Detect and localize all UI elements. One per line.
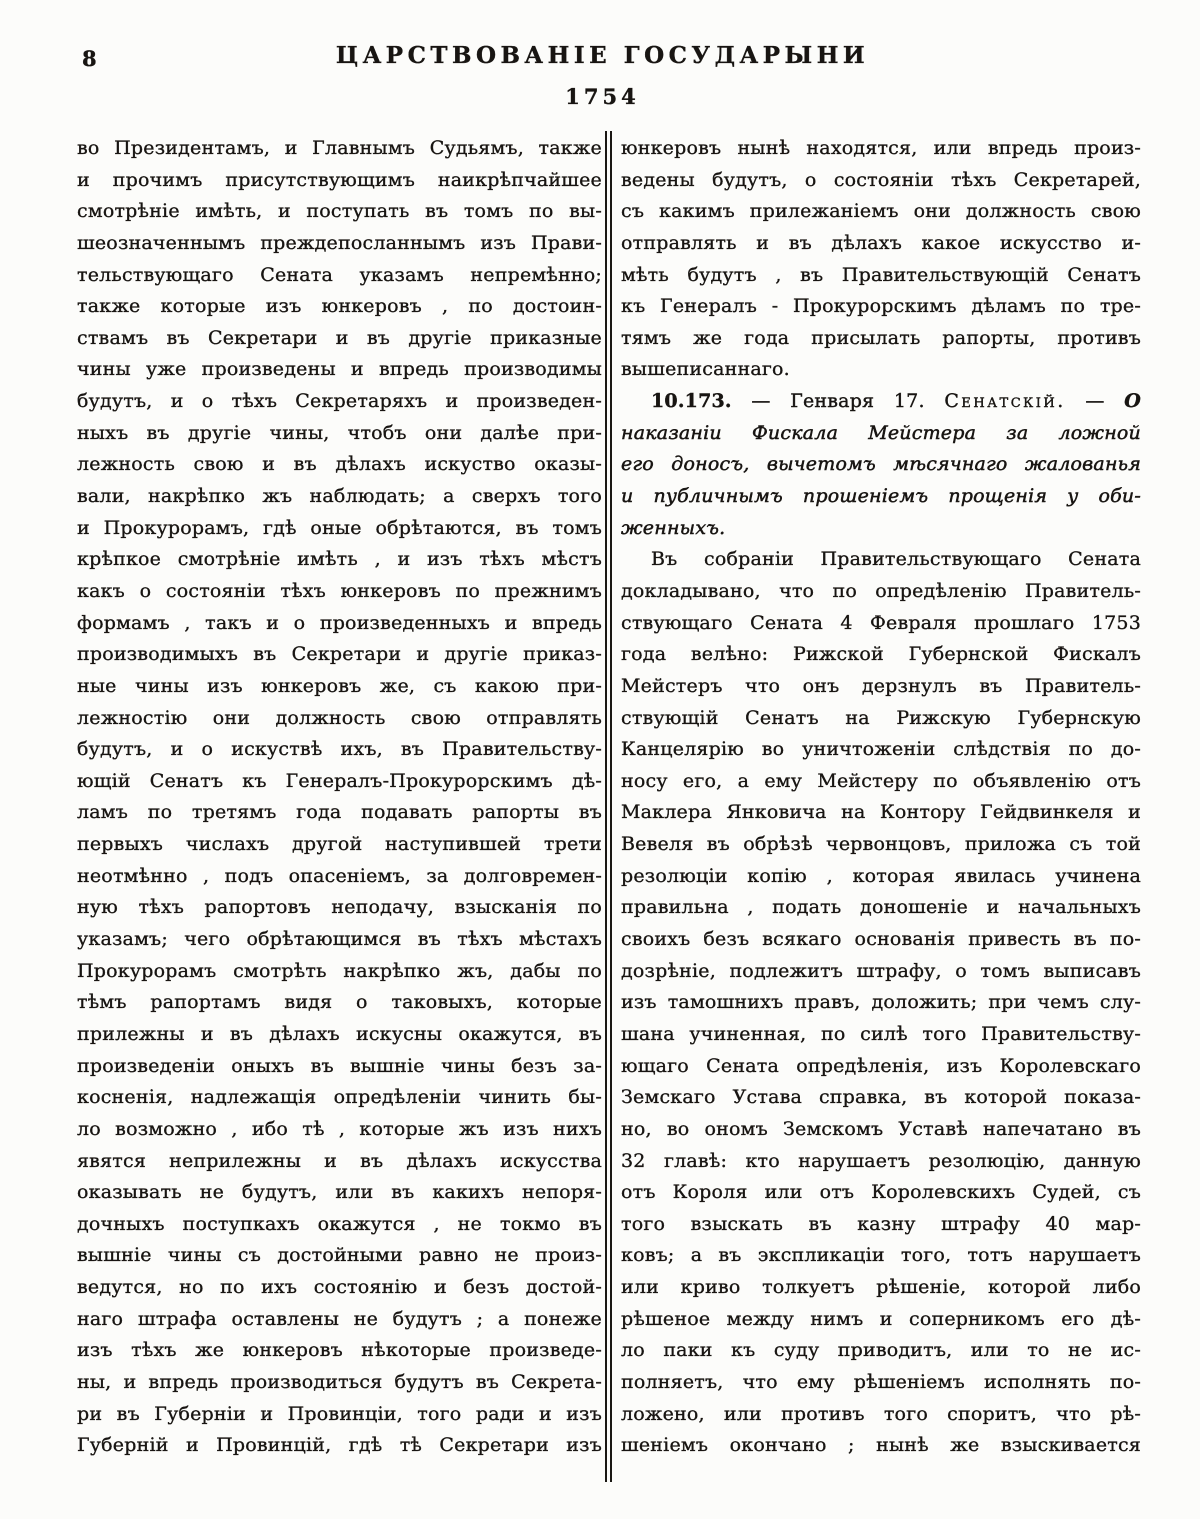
text-line: 32 главѣ: кто нарушаетъ резолюцію, данную bbox=[621, 1149, 1141, 1172]
text-line: Канцелярію во уничтоженіи слѣдствія по до- bbox=[621, 738, 1141, 761]
text-line: Вевеля въ обрѣзѣ червонцовъ, приложа съ той bbox=[621, 833, 1141, 856]
text-line: наказаніи Фискала Мейстера за ложной bbox=[621, 421, 1141, 444]
law-heading-lead: О bbox=[1124, 390, 1141, 413]
text-line: будутъ, и о тѣхъ Секретаряхъ и произведен- bbox=[77, 390, 602, 413]
text-line: ные чины изъ юнкеровъ же, съ какою при- bbox=[77, 674, 602, 697]
text-line: лежностію они должность свою отправлять bbox=[77, 706, 602, 729]
text-line: своихъ безъ всякаго основанія привесть въ по- bbox=[621, 928, 1141, 951]
text-line: правильна , подать доношеніе и начальныхъ bbox=[621, 896, 1141, 919]
text-line: производимыхъ въ Секретари и другіе приказ- bbox=[77, 643, 602, 666]
text-line: Губерній и Провинцій, гдѣ тѣ Секретари изъ bbox=[77, 1434, 602, 1457]
text-line: дочныхъ поступкахъ окажутся , не токмо въ bbox=[77, 1212, 602, 1235]
law-heading-date: Генваря 17. bbox=[790, 390, 925, 413]
text-line: рѣшеное между нимъ и соперникомъ его дѣ- bbox=[621, 1307, 1141, 1330]
text-line: тямъ же года присылать рапорты, противъ bbox=[621, 326, 1141, 349]
text-line: Мейстеръ что онъ дерзнулъ въ Правитель- bbox=[621, 674, 1141, 697]
text-line: вышніе чины съ достойными равно не произ- bbox=[77, 1244, 602, 1267]
text-line: оказывать не будутъ, или въ какихъ непоря- bbox=[77, 1181, 602, 1204]
law-heading-num: 10.173. bbox=[651, 390, 732, 413]
text-line: изъ тѣхъ же юнкеровъ нѣкоторые произведе- bbox=[77, 1339, 602, 1362]
text-line: чины уже произведены и впредь производимы bbox=[77, 358, 602, 381]
text-line: ло паки къ суду приводитъ, или то не ис- bbox=[621, 1339, 1141, 1362]
text-line: косненія, надлежащія опредѣленіи чинить бы- bbox=[77, 1086, 602, 1109]
text-line: первыхъ числахъ другой наступившей трети bbox=[77, 833, 602, 856]
text-line: шана учиненная, по силѣ того Правительству- bbox=[621, 1022, 1141, 1045]
text-line: женныхъ. bbox=[621, 516, 726, 539]
text-line: произведеніи оныхъ въ вышніе чины безъ за- bbox=[77, 1054, 602, 1077]
text-line: наго штрафа оставлены не будутъ ; а понеже bbox=[77, 1307, 602, 1330]
text-line: съ какимъ прилежаніемъ они должность свою bbox=[621, 200, 1141, 223]
text-line: формамъ , такъ и о произведенныхъ и впредь bbox=[77, 611, 602, 634]
text-line: ведены будутъ, о состояніи тѣхъ Секретарей, bbox=[621, 168, 1141, 191]
text-line: года велѣно: Рижской Губернской Фискалъ bbox=[621, 643, 1141, 666]
text-line: шеозначеннымъ преждепосланнымъ изъ Прави- bbox=[77, 231, 602, 254]
text-line bbox=[621, 386, 1141, 418]
text-line: докладывано, что по опредѣленію Правитель- bbox=[621, 579, 1141, 602]
text-line: какъ о состояніи тѣхъ юнкеровъ по прежнимъ bbox=[77, 579, 602, 602]
column-divider-rule bbox=[605, 131, 612, 1482]
text-line: будутъ, и о искуствѣ ихъ, въ Правительству- bbox=[77, 738, 602, 761]
text-line: изъ тамошнихъ правъ, доложить; при чемъ слу- bbox=[621, 991, 1141, 1014]
text-line: явятся неприлежны и въ дѣлахъ искусства bbox=[77, 1149, 602, 1172]
text-line: вышеписаннаго. bbox=[621, 358, 790, 381]
text-line: ковъ; а въ экспликаціи того, тотъ нарушаетъ bbox=[621, 1244, 1141, 1267]
running-title: ЦАРСТВОВАНІЕ ГОСУДАРЫНИ bbox=[335, 42, 870, 69]
text-line: прилежны и въ дѣлахъ искусны окажутся, въ bbox=[77, 1022, 602, 1045]
law-heading-type: Сенатскій. bbox=[944, 390, 1066, 413]
law-heading-dash: — bbox=[751, 390, 771, 413]
text-line: крѣпкое смотрѣніе имѣть , и изъ тѣхъ мѣстъ bbox=[77, 548, 602, 571]
text-line: смотрѣніе имѣть, и поступать въ томъ по вы- bbox=[77, 200, 602, 223]
text-line: ныхъ въ другіе чины, чтобъ они далѣе при- bbox=[77, 421, 602, 444]
law-heading-dash: — bbox=[1085, 390, 1105, 413]
text-line: ющій Сенатъ къ Генералъ-Прокурорскимъ дѣ- bbox=[77, 769, 602, 792]
text-line: ствамъ въ Секретари и въ другіе приказные bbox=[77, 326, 602, 349]
text-line: мѣть будутъ , въ Правительствующій Сенатъ bbox=[621, 263, 1141, 286]
text-line: Маклера Янковича на Контору Гейдвинкеля и bbox=[621, 801, 1141, 824]
text-line: ны, и впредь производиться будутъ въ Секрета- bbox=[77, 1370, 602, 1393]
text-line: отъ Короля или отъ Королевскихъ Судей, съ bbox=[621, 1181, 1141, 1204]
text-line: носу его, а ему Мейстеру по объявленію отъ bbox=[621, 769, 1141, 792]
text-line: отправлять и въ дѣлахъ какое искусство и- bbox=[621, 231, 1141, 254]
text-line: резолюціи копію , которая явилась учинена bbox=[621, 864, 1141, 887]
left-column bbox=[77, 133, 602, 1462]
text-line: шеніемъ окончано ; нынѣ же взыскивается bbox=[621, 1434, 1141, 1457]
text-line: дозрѣніе, подлежитъ штрафу, о томъ выписавъ bbox=[621, 959, 1141, 982]
text-line: ло возможно , ибо тѣ , которые жъ изъ нихъ bbox=[77, 1117, 602, 1140]
text-line: ствующій Сенатъ на Рижскую Губернскую bbox=[621, 706, 1141, 729]
text-line: юнкеровъ нынѣ находятся, или впредь произ- bbox=[621, 137, 1141, 159]
text-line: указамъ; чего обрѣтающимся въ тѣхъ мѣстахъ bbox=[77, 928, 602, 951]
text-line: лежность свою и въ дѣлахъ искуство оказы- bbox=[77, 453, 602, 476]
text-line: и Прокурорамъ, гдѣ оные обрѣтаются, въ томъ bbox=[77, 516, 602, 539]
text-line: Прокурорамъ смотрѣть накрѣпко жъ, дабы по bbox=[77, 959, 602, 982]
page-number: 8 bbox=[82, 46, 97, 71]
text-line: Въ собраніи Правительствующаго Сената bbox=[651, 548, 1141, 571]
text-line: но, во ономъ Земскомъ Уставѣ напечатано въ bbox=[621, 1117, 1141, 1140]
text-line: ведутся, но по ихъ состоянію и безъ достой- bbox=[77, 1276, 602, 1299]
text-line: во Президентамъ, и Главнымъ Судьямъ, также bbox=[77, 137, 602, 159]
right-column bbox=[621, 133, 1141, 1462]
text-line: ламъ по третямъ года подавать рапорты въ bbox=[77, 801, 602, 824]
text-line: и публичнымъ прошеніемъ прощенія у оби- bbox=[621, 485, 1141, 508]
text-line: или криво толкуетъ рѣшеніе, которой либо bbox=[621, 1276, 1141, 1299]
text-line: и прочимъ присутствующимъ наикрѣпчайшее bbox=[77, 168, 602, 191]
text-line: также которые изъ юнкеровъ , по достоин- bbox=[77, 295, 602, 318]
text-line: полняетъ, что ему рѣшеніемъ исполнять по- bbox=[621, 1370, 1141, 1393]
text-line: ющаго Сената опредѣленія, изъ Королевскаго bbox=[621, 1054, 1141, 1077]
text-line: ную тѣхъ рапортовъ неподачу, взысканія по bbox=[77, 896, 602, 919]
text-line: ложено, или противъ того споритъ, что рѣ- bbox=[621, 1402, 1141, 1425]
text-line: того взыскать въ казну штрафу 40 мар- bbox=[621, 1212, 1141, 1235]
text-line: Земскаго Устава справка, въ которой показа- bbox=[621, 1086, 1141, 1109]
text-line: тѣмъ рапортамъ видя о таковыхъ, которые bbox=[77, 991, 602, 1014]
text-line: тельствующаго Сената указамъ непремѣнно; bbox=[77, 263, 602, 286]
text-line: къ Генералъ - Прокурорскимъ дѣламъ по тре- bbox=[621, 295, 1141, 318]
page-header bbox=[70, 42, 1135, 109]
text-line: неотмѣнно , подъ опасеніемъ, за долговремен- bbox=[77, 864, 602, 887]
text-line: ри въ Губерніи и Провинціи, того ради и изъ bbox=[77, 1402, 602, 1425]
year-heading: 1754 bbox=[565, 84, 640, 109]
text-line: его доносъ, вычетомъ мѣсячнаго жалованья bbox=[621, 453, 1141, 476]
text-line: ствующаго Сената 4 Февраля прошлаго 1753 bbox=[621, 611, 1141, 634]
text-line: вали, накрѣпко жъ наблюдать; а сверхъ того bbox=[77, 485, 602, 508]
